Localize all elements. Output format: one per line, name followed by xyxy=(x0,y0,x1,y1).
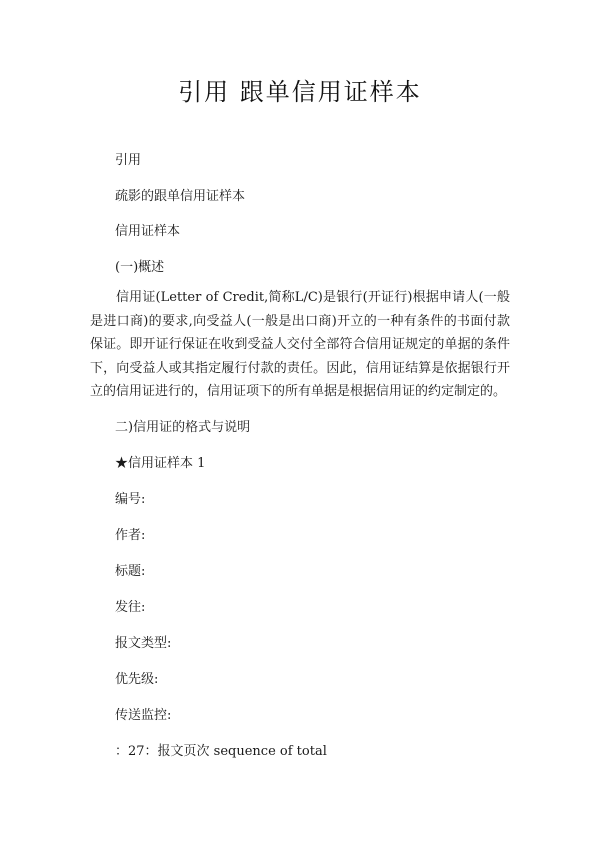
field-author: 作者: xyxy=(115,528,146,543)
field-send-to: 发往: xyxy=(115,600,146,615)
document-title: 引用 跟单信用证样本 xyxy=(178,78,422,106)
overview-paragraph: 信用证(Letter of Credit,简称L/C)是银行(开证行)根据申请人(一般是进口商)的要求,向受益人(一般是出口商)开立的一种有条件的书面付款保证。即开证行保证在收到受益人交付全部符合信用证规定的单据的条件下，向受益人或其指定履行付款的责任。因此，信用证结算是依据银行开立的信用证进行的，信用证项下的所有单据是根据信用证的约定制定的。 xyxy=(90,290,510,399)
sample-1-heading: ★信用证样本 1 xyxy=(115,456,206,471)
text-line-quote: 引用 xyxy=(115,153,142,168)
section-format-heading: 二)信用证的格式与说明 xyxy=(115,420,251,435)
text-line-source: 疏影的跟单信用证样本 xyxy=(115,189,246,204)
field-subject: 标题: xyxy=(115,564,146,579)
section-overview-heading: (一)概述 xyxy=(115,260,165,275)
field-delivery-monitor: 传送监控: xyxy=(115,708,172,723)
field-sequence-of-total: ：27：报文页次 sequence of total xyxy=(115,744,327,759)
field-number: 编号: xyxy=(115,492,146,507)
text-line-sample: 信用证样本 xyxy=(115,224,181,239)
field-priority: 优先级: xyxy=(115,672,159,687)
field-message-type: 报文类型: xyxy=(115,636,172,651)
